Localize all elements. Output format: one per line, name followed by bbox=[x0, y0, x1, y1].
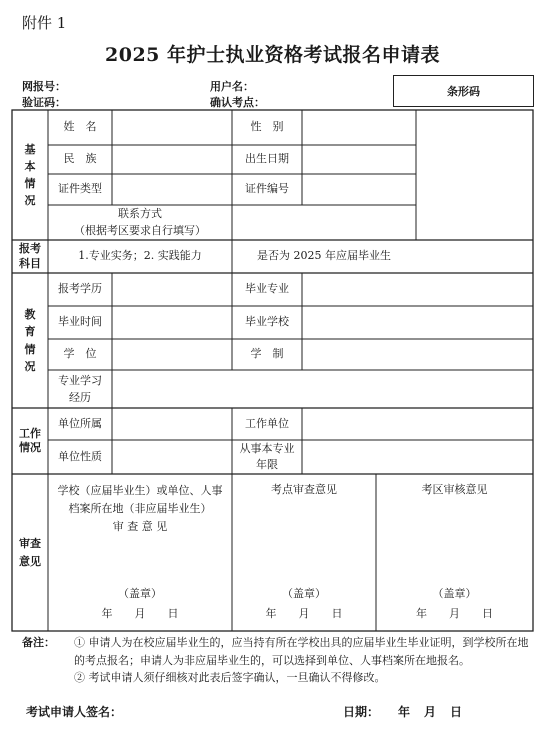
exam-region-review-title: 考区审核意见 bbox=[421, 483, 488, 496]
ethnicity-field[interactable] bbox=[112, 145, 232, 174]
review-col1-line1: 学校（应届毕业生）或单位、人事 bbox=[57, 484, 223, 497]
section-subjects: 报考科目 bbox=[19, 242, 41, 270]
study-history-field[interactable] bbox=[112, 370, 533, 408]
id-type-field[interactable] bbox=[112, 174, 232, 205]
review-date: 年 月 日 bbox=[416, 607, 493, 620]
name-field[interactable] bbox=[112, 110, 232, 145]
notes-item-2: ② 考试申请人须仔细核对此表后签字确认，一旦确认不得修改。 bbox=[74, 671, 386, 685]
birth-date-field[interactable] bbox=[302, 145, 416, 174]
grad-time-label: 毕业时间 bbox=[58, 315, 102, 329]
seal-label: （盖章） bbox=[118, 587, 162, 600]
date-label: 日期： bbox=[343, 705, 380, 719]
review-col1-line2: 档案所在地（非应届毕业生） bbox=[68, 502, 212, 516]
verify-code-label: 验证码： bbox=[22, 96, 66, 109]
grad-time-field[interactable] bbox=[112, 306, 232, 339]
ethnicity-label: 民 族 bbox=[63, 152, 97, 166]
major-label: 毕业专业 bbox=[245, 282, 289, 296]
username-label: 用户名： bbox=[210, 80, 254, 93]
exam-site-review-title: 考点审查意见 bbox=[271, 483, 337, 496]
seal-label: （盖章） bbox=[282, 587, 326, 600]
unit-type-field[interactable] bbox=[112, 440, 232, 474]
barcode-label: 条形码 bbox=[447, 85, 480, 98]
contact-label bbox=[48, 205, 232, 240]
date-units: 年 月 日 bbox=[398, 705, 464, 719]
years-line1: 从事本专业 bbox=[239, 442, 295, 456]
major-field[interactable] bbox=[302, 273, 533, 306]
section-review: 审查意见 bbox=[19, 537, 41, 568]
years-field[interactable] bbox=[302, 440, 533, 474]
subjects-value: 1.专业实务；2. 实践能力 bbox=[78, 249, 202, 263]
reg-no-label: 网报号： bbox=[22, 80, 66, 93]
id-number-field[interactable] bbox=[302, 174, 416, 205]
contact-title: 联系方式 bbox=[118, 207, 162, 220]
affiliation-label: 单位所属 bbox=[58, 416, 102, 430]
affiliation-field[interactable] bbox=[112, 408, 232, 440]
school-field[interactable] bbox=[302, 306, 533, 339]
notes-label: 备注： bbox=[22, 636, 55, 649]
school-unit-review bbox=[48, 474, 232, 631]
review-date: 年 月 日 bbox=[265, 607, 343, 620]
seal-label: （盖章） bbox=[432, 587, 477, 600]
notes-block bbox=[22, 634, 532, 687]
years-line2: 年限 bbox=[256, 458, 278, 471]
id-type-label: 证件类型 bbox=[58, 182, 102, 196]
confirm-site-label: 确认考点： bbox=[210, 96, 265, 109]
study-history-label bbox=[48, 370, 112, 408]
review-date: 年 月 日 bbox=[101, 607, 179, 620]
signature-field[interactable] bbox=[130, 700, 310, 722]
review-col1-line3: 审 查 意 见 bbox=[112, 520, 168, 534]
study-history-line2: 经历 bbox=[69, 391, 91, 404]
years-label bbox=[232, 440, 302, 474]
study-history-line1: 专业学习 bbox=[58, 373, 102, 387]
photo-area bbox=[416, 110, 533, 240]
graduate-answer-field[interactable] bbox=[416, 240, 533, 273]
study-system-label: 学 制 bbox=[250, 347, 284, 361]
graduate-question: 是否为 2025 年应届毕业生 bbox=[257, 249, 391, 263]
signature-label: 考试申请人签名： bbox=[26, 705, 123, 719]
attachment-label: 附件 1 bbox=[22, 14, 67, 32]
work-unit-label: 工作单位 bbox=[245, 416, 289, 430]
gender-label: 性 别 bbox=[250, 120, 284, 134]
section-work: 工作情况 bbox=[19, 426, 41, 454]
name-label: 姓 名 bbox=[63, 120, 97, 134]
notes-item-1: ① 申请人为在校应届毕业生的，应当持有所在学校出具的应届毕业生毕业证明，到学校所在地的考点报名；申请人为非应届毕业生的，可以选择到单位、人事档案所在地报名。 bbox=[74, 636, 529, 667]
degree-level-field[interactable] bbox=[112, 273, 232, 306]
section-education: 教育情况 bbox=[24, 308, 36, 373]
form-title: 2025 年护士执业资格考试报名申请表 bbox=[105, 44, 440, 66]
degree-field[interactable] bbox=[112, 339, 232, 370]
unit-type-label: 单位性质 bbox=[58, 449, 102, 463]
degree-level-label: 报考学历 bbox=[58, 282, 102, 296]
exam-region-review bbox=[376, 474, 533, 631]
id-number-label: 证件编号 bbox=[245, 182, 289, 196]
gender-field[interactable] bbox=[302, 110, 416, 145]
school-label: 毕业学校 bbox=[245, 315, 289, 329]
study-system-field[interactable] bbox=[302, 339, 533, 370]
contact-field[interactable] bbox=[232, 205, 416, 240]
contact-note: （根据考区要求自行填写） bbox=[74, 223, 206, 237]
section-basic-info: 基本情况 bbox=[24, 142, 36, 208]
exam-site-review bbox=[232, 474, 376, 631]
degree-label: 学 位 bbox=[63, 347, 97, 361]
birth-date-label: 出生日期 bbox=[245, 152, 289, 166]
work-unit-field[interactable] bbox=[302, 408, 533, 440]
